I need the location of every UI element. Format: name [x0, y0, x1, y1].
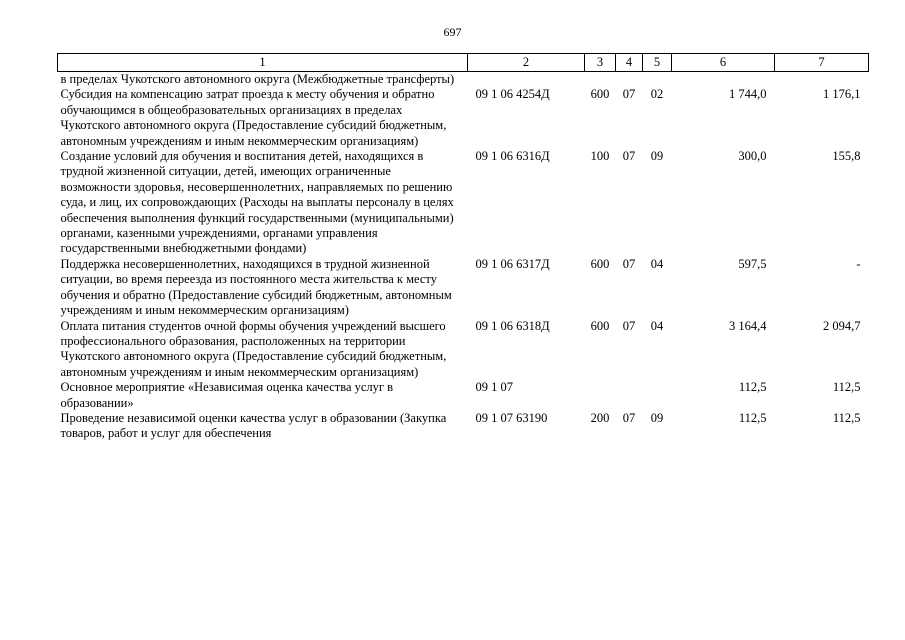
row-col6: 300,0: [738, 149, 767, 164]
table-row: [58, 319, 869, 381]
row-col3: 600: [590, 318, 610, 333]
row-name: Создание условий для обучения и воспитания детей, находящихся в трудной жизненной ситуации, детей, имеющих ограниченные возможности здоровья, несовершеннолетних, направляемых по решению суда, и лиц, их сопровождающих (Расходы на выплаты персоналу в целях обеспечения выполнения функций государственными (муниципальными) органами, казенными учреждениями, органами управления государственными внебюджетными фондами): [60, 149, 454, 256]
row-col5: 02: [650, 87, 664, 102]
budget-table: [57, 53, 869, 442]
row-code: [468, 72, 585, 88]
row-code: 09 1 06 6317Д: [475, 256, 550, 271]
row-col6: [672, 72, 775, 88]
row-name: Поддержка несовершеннолетних, находящихся в трудной жизненной ситуации, во время переезда из постоянного места жительства к месту обучения и обратно (Предоставление субсидий бюджетным, автономным учреждениям и иным некоммерческим организациям): [60, 256, 452, 318]
row-col6: 112,5: [738, 410, 767, 425]
col-header-4: 4: [616, 54, 643, 72]
table-row: [58, 87, 869, 149]
row-col5: [643, 380, 672, 411]
page-number: 697: [443, 25, 462, 39]
row-col4: 07: [622, 87, 636, 102]
row-col6: 597,5: [738, 256, 767, 271]
table-header: [58, 54, 869, 72]
table-row: [58, 411, 869, 442]
row-code: 09 1 06 4254Д: [475, 87, 550, 102]
row-col5: 04: [650, 318, 664, 333]
row-col3: 600: [590, 256, 610, 271]
col-header-5: 5: [643, 54, 672, 72]
row-code: 09 1 06 6318Д: [475, 318, 550, 333]
row-col7: 112,5: [832, 410, 861, 425]
table-row: [58, 257, 869, 319]
row-col3: [585, 380, 616, 411]
table-row: [58, 72, 869, 88]
row-col3: 600: [590, 87, 610, 102]
col-header-2: 2: [468, 54, 585, 72]
col-header-6: 6: [672, 54, 775, 72]
row-col7: -: [856, 256, 861, 271]
row-col6: 1 744,0: [729, 87, 767, 102]
row-col4: [616, 380, 643, 411]
row-code: 09 1 07: [475, 380, 513, 395]
row-col3: 100: [590, 149, 610, 164]
row-col7: 1 176,1: [823, 87, 861, 102]
row-name: Субсидия на компенсацию затрат проезда к месту обучения и обратно обучающимся в общеобразовательных организациях в пределах Чукотского автономного округа (Предоставление субсидий бюджетным, автономным учреждениям и иным некоммерческим организациям): [60, 87, 447, 148]
row-col4: 07: [622, 410, 636, 425]
row-code: 09 1 07 63190: [475, 410, 548, 425]
row-col5: 09: [650, 149, 664, 164]
row-name: в пределах Чукотского автономного округа (Межбюджетные трансферты): [60, 72, 455, 86]
row-name: Проведение независимой оценки качества услуг в образовании (Закупка товаров, работ и услуг для обеспечения: [60, 410, 447, 441]
table-row: [58, 380, 869, 411]
row-col4: 07: [622, 318, 636, 333]
row-col3: [585, 72, 616, 88]
table-row: [58, 149, 869, 257]
col-header-3: 3: [585, 54, 616, 72]
row-col5: 04: [650, 256, 664, 271]
row-col7: [775, 72, 869, 88]
row-col5: 09: [650, 410, 664, 425]
row-col7: 155,8: [832, 149, 861, 164]
row-name: Основное мероприятие «Независимая оценка качества услуг в образовании»: [60, 380, 394, 410]
row-code: 09 1 06 6316Д: [475, 149, 550, 164]
row-col6: 112,5: [738, 380, 767, 395]
row-col5: [643, 72, 672, 88]
col-header-7: 7: [775, 54, 869, 72]
row-col7: 2 094,7: [823, 318, 861, 333]
row-col4: 07: [622, 149, 636, 164]
row-col4: 07: [622, 256, 636, 271]
row-col6: 3 164,4: [729, 318, 767, 333]
row-col4: [616, 72, 643, 88]
row-name: Оплата питания студентов очной формы обучения учреждений высшего профессионального образования, расположенных на территории Чукотского автономного округа (Предоставление субсидий бюджетным, автономным учреждениям и иным некоммерческим организациям): [60, 318, 447, 379]
table-body: [58, 72, 869, 442]
row-col3: 200: [590, 410, 610, 425]
col-header-1: 1: [58, 54, 468, 72]
row-col7: 112,5: [832, 380, 861, 395]
